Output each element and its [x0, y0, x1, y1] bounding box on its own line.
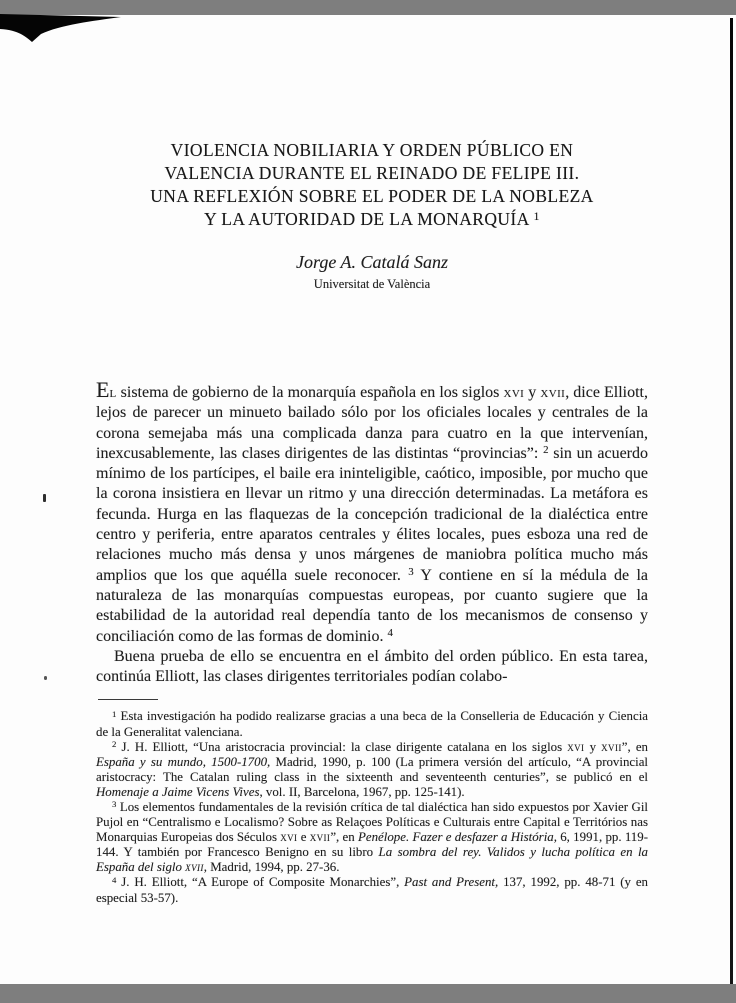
title-line-1: VIOLENCIA NOBILIARIA Y ORDEN PÚBLICO EN [170, 140, 574, 160]
footnote-3: $^3$ Los elementos fundamentales de la revisión crítica de tal dialéctica han sido expuestos por Xavier Gil Pujol en “Centralismo e Localismo? Sobre as Relaçoes Políticas e Culturais entre Capital e Territórios nas Monarquias Europeias dos Séculos xvi e xvii”, en Penélope. Fazer e desfazer a História, 6, 1991, pp. 119-144. Y también por Francesco Benigno en su libro La sombra del rey. Validos y lucha política en la España del siglo xvii, Madrid, 1994, pp. 27-36. [96, 799, 648, 875]
body-paragraph-2: Buena prueba de ello se encuentra en el ámbito del orden público. En esta tarea, continúa Elliott, las clases dirigentes territoriales podían colabo- [96, 647, 648, 686]
author-affiliation: Universitat de València [313, 277, 431, 291]
title-line-3: UNA REFLEXIÓN SOBRE EL PODER DE LA NOBLEZA [150, 186, 594, 206]
margin-speck [43, 494, 46, 502]
title-line-2: VALENCIA DURANTE EL REINADO DE FELIPE III. [164, 163, 580, 183]
page-content [96, 0, 648, 906]
footnotes-block [96, 709, 648, 905]
author-name: Jorge A. Catalá Sanz [296, 252, 448, 272]
scanner-edge-right [730, 18, 733, 984]
footnote-4: $^4$ J. H. Elliott, “A Europe of Composite Monarchies”, Past and Present, 137, 1992, pp. 48-71 (y en especial 53-57). [96, 874, 648, 905]
footnote-2: $^2$ J. H. Elliott, “Una aristocracia provincial: la clase dirigente catalana en los siglos xvi y xvii”, en España y su mundo, 1500-1700, Madrid, 1990, p. 100 (La primera versión del artículo, “A provincial aristocracy: The Catalan ruling class in the sixteenth and seventeenth centuries”, se publicó en el Homenaje a Jaime Vicens Vives, vol. II, Barcelona, 1967, pp. 125-141). [96, 738, 649, 799]
footnote-separator [98, 699, 158, 700]
body-paragraph-1: El sistema de gobierno de la monarquía española en los siglos xvi y xvii, dice Elliott, lejos de parecer un minueto bailado sólo por los oficiales locales y centrales de la corona semejaba más una complicada danza para cuatro en la que intervenían, inexcusablemente, las clases dirigentes de las distintas “provincias”: $^2$ sin un acuerdo mínimo de los partícipes, el baile era ininteligible, caótico, imposible, por mucho que la corona insistiera en llevar un ritmo y una dirección determinadas. La metáfora es fecunda. Hurga en las flaquezas de la concepción tradicional de la dialéctica entre centro y periferia, entre aparatos centrales y élites locales, pues esboza una red de relaciones mucho más densa y unos márgenes de maniobra política mucho más amplios que los que aquélla suele reconocer. $^3$ Y contiene en sí la médula de la naturaleza de las monarquías compuestas europeas, por cuanto sugiere que la estabilidad de la autoridad real dependía tanto de los mecanismos de consenso y conciliación como de las formas de dominio. $^4$ [96, 377, 649, 645]
title-line-4: Y LA AUTORIDAD DE LA MONARQUÍA $^1$ [204, 209, 540, 229]
article-title [96, 139, 648, 231]
footnote-1: $^1$ Esta investigación ha podido realizarse gracias a una beca de la Conselleria de Educación y Ciencia de la Generalitat valenciana. [96, 708, 648, 739]
scanner-band-bottom [0, 984, 736, 1003]
article-body [96, 377, 649, 687]
margin-speck [44, 676, 47, 680]
